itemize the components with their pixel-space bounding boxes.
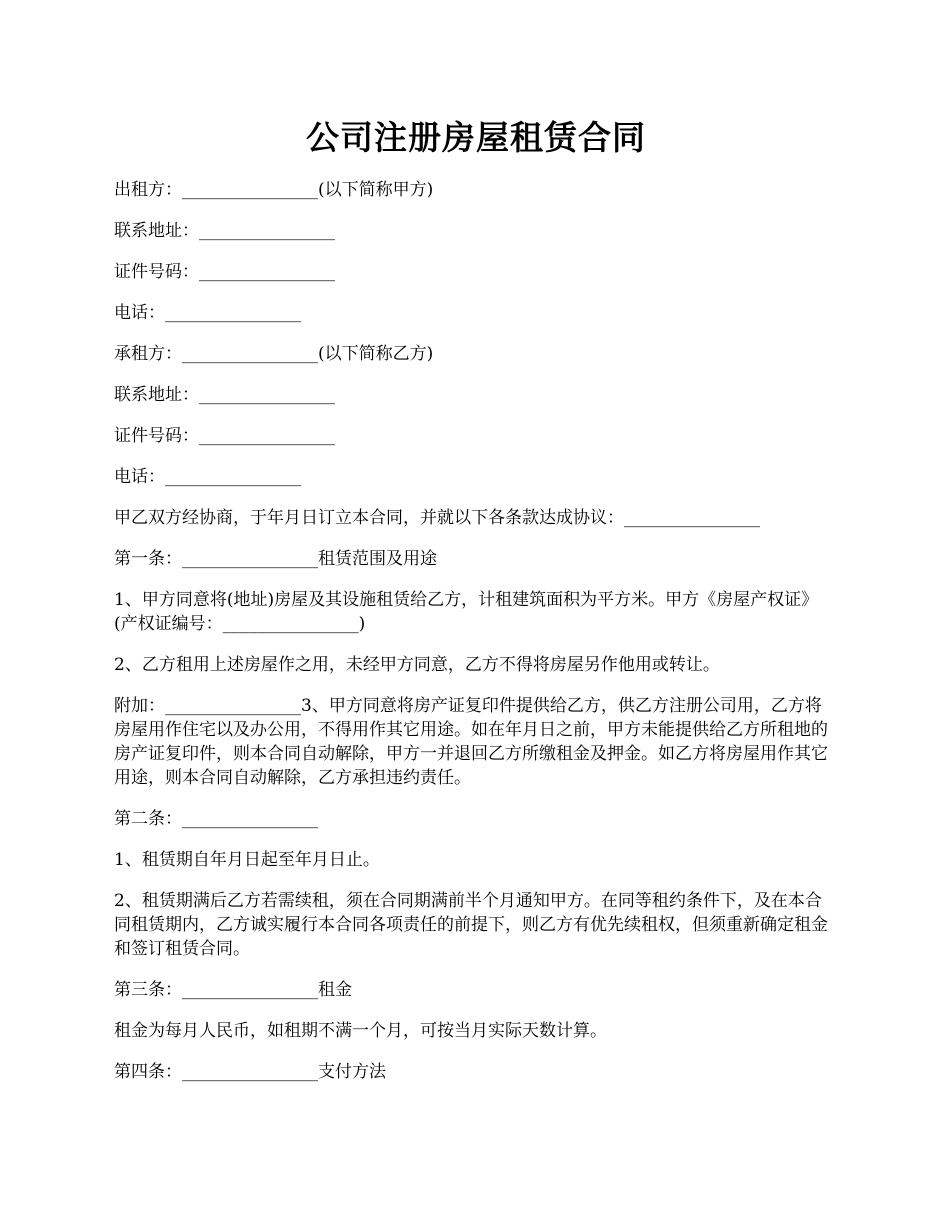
article-1-clause-2: 2、乙方租用上述房屋作之用，未经甲方同意，乙方不得将房屋另作他用或转让。 [114,655,720,675]
lessor-address-line: 联系地址：________________ [114,221,335,241]
lessee-id-line: 证件号码：________________ [114,426,335,446]
article-2-heading: 第二条：________________ [114,809,318,829]
lessor-phone-line: 电话：________________ [114,303,301,323]
article-1-clause-1: 1、甲方同意将(地址)房屋及其设施租赁给乙方，计租建筑面积为平方米。甲方《房屋产权证》(产权证编号：________________) [114,590,819,634]
article-2-clause-2: 2、租赁期满后乙方若需续租，须在合同期满前半个月通知甲方。在同等租约条件下，及在本合同租赁期内，乙方诚实履行本合同各项责任的前提下，则乙方有优先续租权，但须重新确定租金和签订租赁合同。 [114,891,828,959]
agreement-intro: 甲乙双方经协商，于年月日订立本合同，并就以下各条款达成协议：________________ [114,508,760,528]
article-4-heading: 第四条：________________支付方法 [114,1062,386,1082]
article-1-heading: 第一条：________________租赁范围及用途 [114,549,437,569]
document-body [114,178,838,1084]
lessee-line: 承租方：________________(以下简称乙方) [114,344,434,364]
lessee-address-line: 联系地址：________________ [114,385,335,405]
lessor-id-line: 证件号码：________________ [114,262,335,282]
lessee-phone-line: 电话：________________ [114,467,301,487]
article-3-text: 租金为每月人民币，如租期不满一个月，可按当月实际天数计算。 [114,1021,607,1041]
article-1-addendum: 附加：________________3、甲方同意将房产证复印件提供给乙方，供乙方注册公司用，乙方将房屋用作住宅以及办公用，不得用作其它用途。如在年月日之前，甲方未能提供给乙方所租地的房产证复印件，则本合同自动解除，甲方一并退回乙方所缴租金及押金。如乙方将房屋用作其它用途，则本合同自动解除，乙方承担违约责任。 [114,696,828,788]
article-3-heading: 第三条：________________租金 [114,980,352,1000]
article-2-clause-1: 1、租赁期自年月日起至年月日止。 [114,850,380,870]
lessor-line: 出租方：________________(以下简称甲方) [114,180,434,200]
document-title: 公司注册房屋租赁合同 [306,118,646,157]
